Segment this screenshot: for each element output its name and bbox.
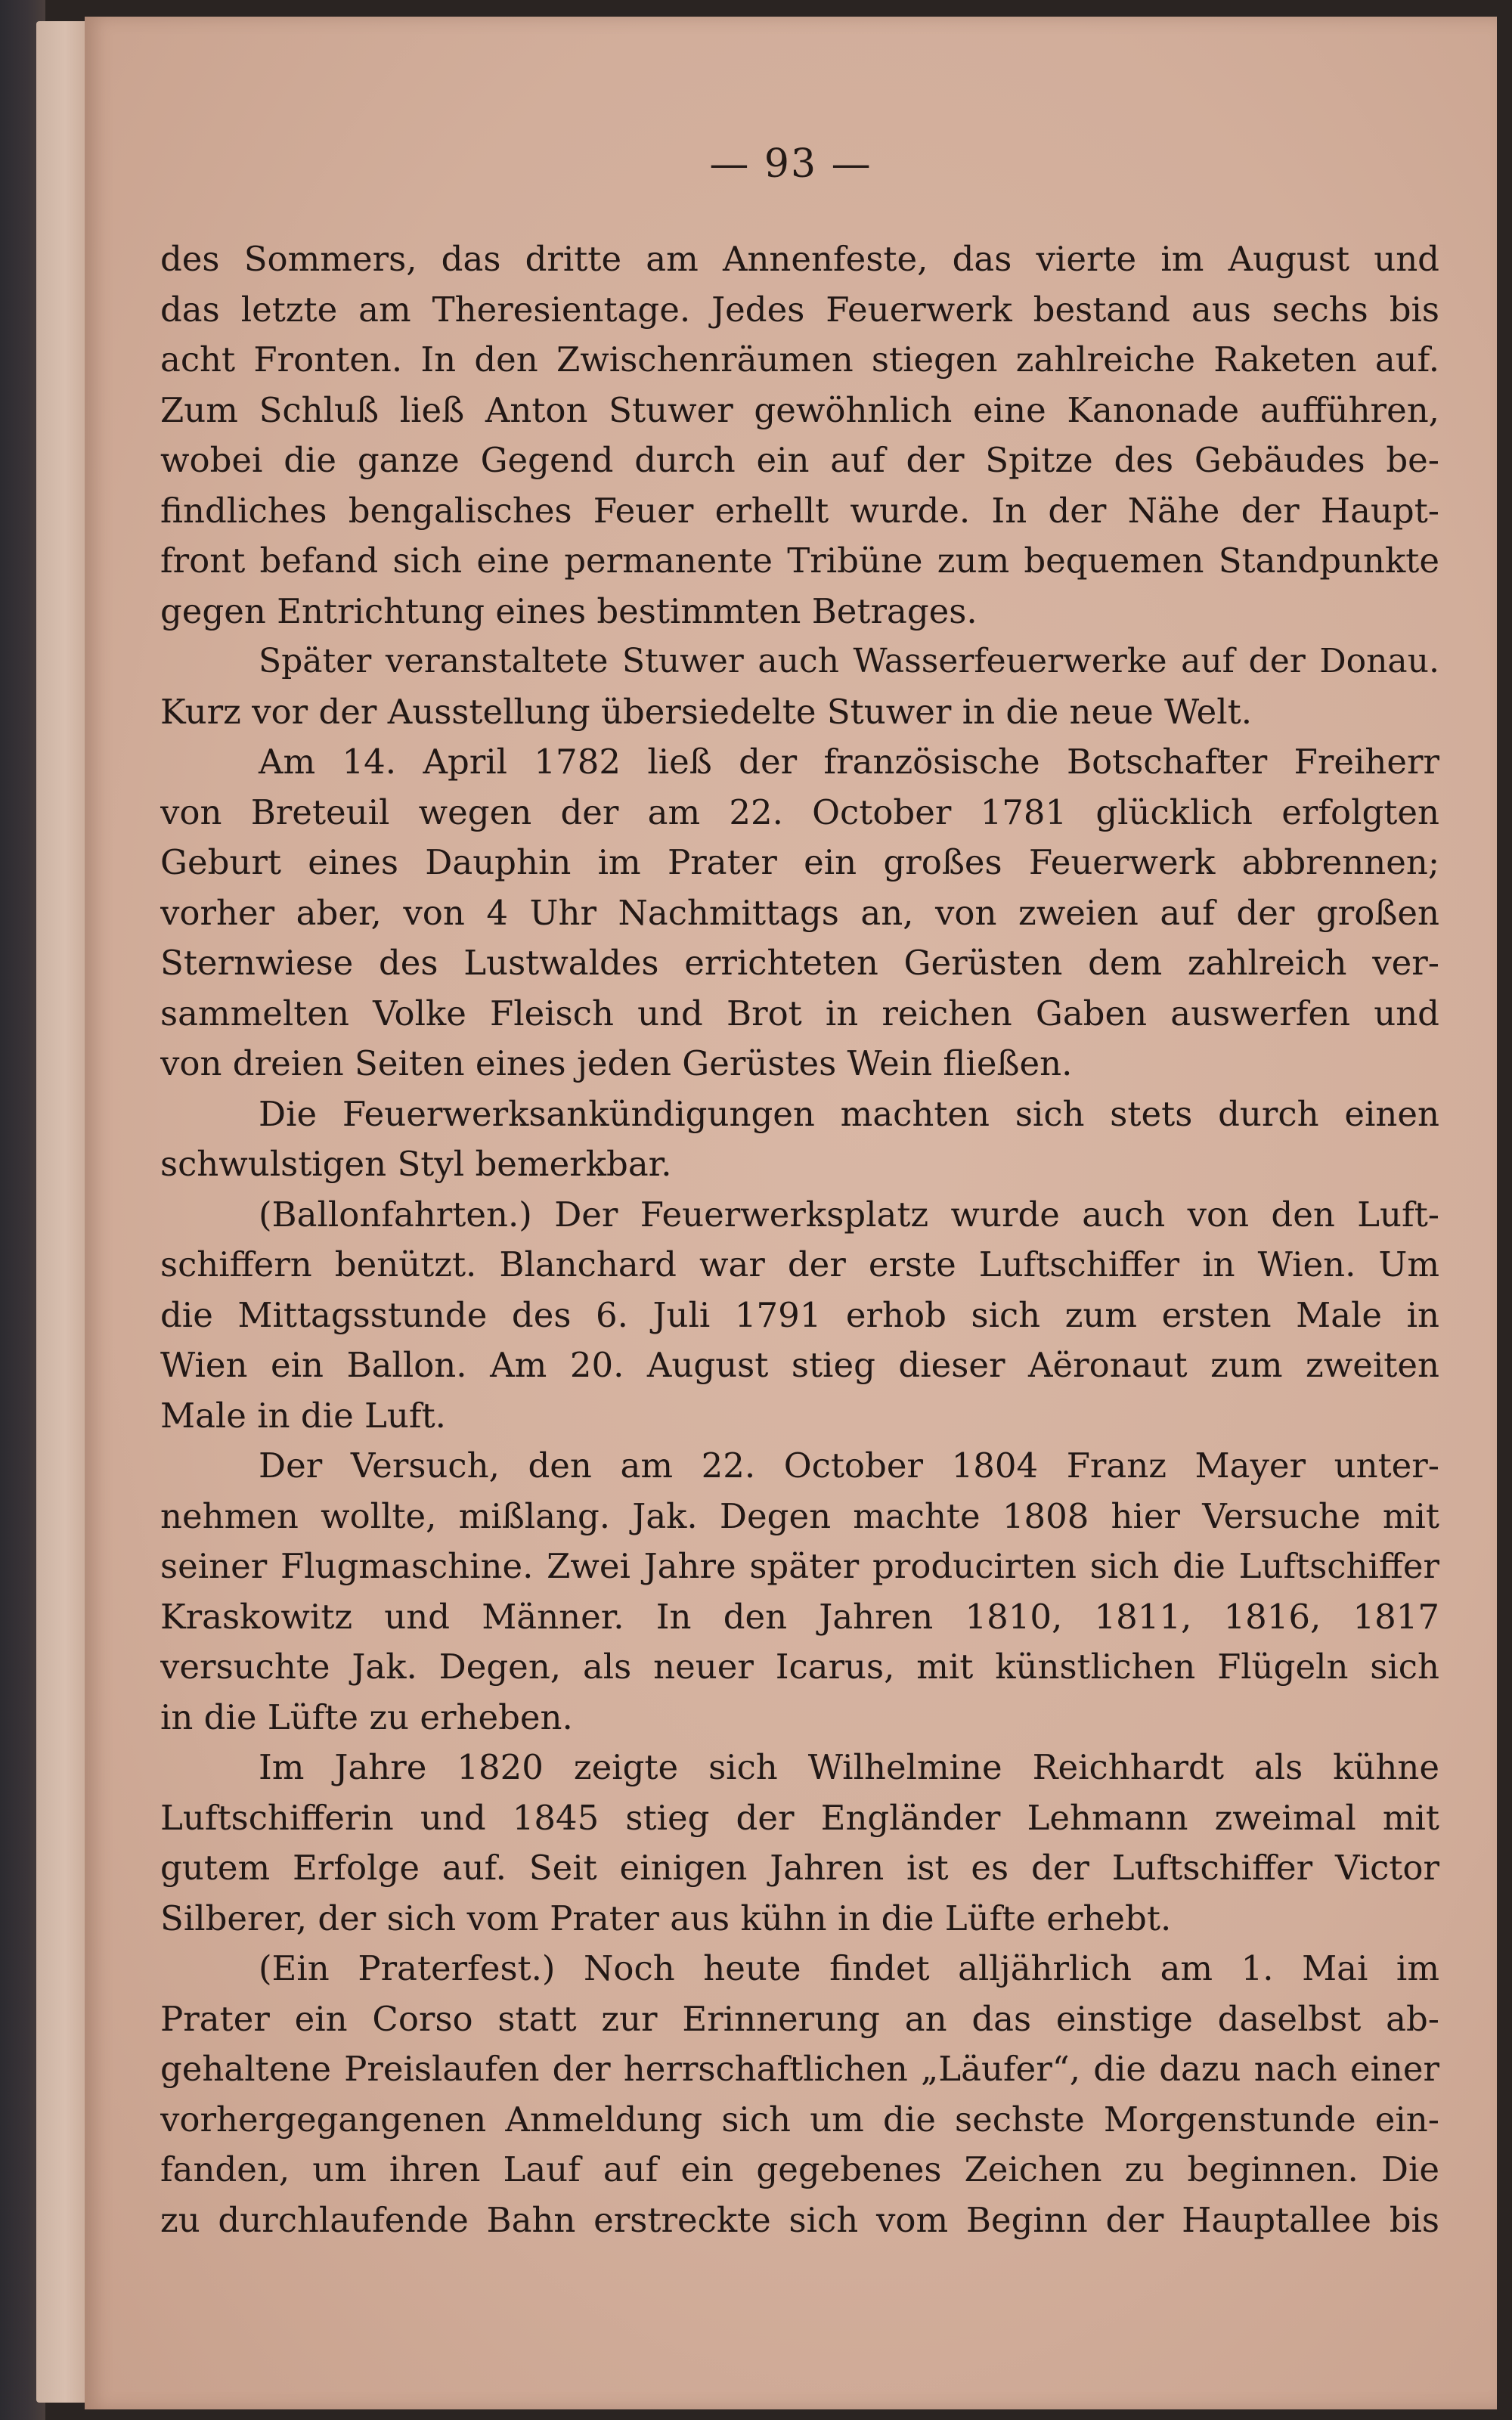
text-line: vorher aber, von 4 Uhr Nachmittags an, von zweien auf der großen — [160, 892, 1439, 933]
text-line: nehmen wollte, mißlang. Jak. Degen machte 1808 hier Versuche mit — [160, 1495, 1439, 1536]
text-line: Kurz vor der Ausstellung übersiedelte Stuwer in die neue Welt. — [160, 691, 1253, 732]
text-line: fanden, um ihren Lauf auf ein gegebenes Zeichen zu beginnen. Die — [160, 2149, 1439, 2189]
text-line: Später veranstaltete Stuwer auch Wasserfeuerwerke auf der Donau. — [259, 642, 1439, 680]
body-text — [160, 234, 1439, 2245]
text-line: Prater ein Corso statt zur Erinnerung an das einstige daselbst ab- — [160, 1998, 1439, 2039]
text-line: schiffern benützt. Blanchard war der erste Luftschiffer in Wien. Um — [160, 1244, 1439, 1284]
text-line: front befand sich eine permanente Tribüne zum bequemen Standpunkte — [160, 541, 1439, 581]
binding-gutter — [36, 21, 89, 2403]
text-line: Die Feuerwerksankündigungen machten sich stets durch einen — [259, 1093, 1439, 1134]
text-line: (Ein Praterfest.) Noch heute findet alljährlich am 1. Mai im — [259, 1948, 1439, 1988]
text-line: seiner Flugmaschine. Zwei Jahre später producirten sich die Luftschiffer — [160, 1546, 1439, 1586]
text-line: Kraskowitz und Männer. In den Jahren 1810, 1811, 1816, 1817 — [160, 1596, 1439, 1637]
text-line: zu durchlaufende Bahn erstreckte sich vom Beginn der Hauptallee bis — [160, 2199, 1439, 2240]
text-line: das letzte am Theresientage. Jedes Feuerwerk bestand aus sechs bis — [160, 289, 1439, 330]
text-line: von dreien Seiten eines jeden Gerüstes Wein fließen. — [160, 1043, 1073, 1083]
text-line: gutem Erfolge auf. Seit einigen Jahren ist es der Luftschiffer Victor — [160, 1848, 1439, 1888]
text-line: Wien ein Ballon. Am 20. August stieg dieser Aëronaut zum zweiten — [160, 1345, 1439, 1385]
text-line: gegen Entrichtung eines bestimmten Betrages. — [160, 590, 978, 631]
text-line: versuchte Jak. Degen, als neuer Icarus, mit künstlichen Flügeln sich — [160, 1647, 1439, 1687]
book-page — [85, 17, 1497, 2409]
text-line: gehaltene Preislaufen der herrschaftlichen „Läufer“, die dazu nach einer — [160, 2049, 1439, 2089]
text-line: vorhergegangenen Anmeldung sich um die sechste Morgenstunde ein- — [160, 2099, 1439, 2140]
page-number: — 93 — — [709, 141, 872, 187]
text-line: Silberer, der sich vom Prater aus kühn in die Lüfte erhebt. — [160, 1898, 1172, 1938]
text-line: Geburt eines Dauphin im Prater ein großes Feuerwerk abbrennen; — [160, 842, 1439, 882]
text-line: von Breteuil wegen der am 22. October 1781 glücklich erfolgten — [160, 792, 1439, 832]
text-line: die Mittagsstunde des 6. Juli 1791 erhob sich zum ersten Male in — [160, 1294, 1439, 1335]
text-line: Sternwiese des Lustwaldes errichteten Gerüsten dem zahlreich ver- — [160, 943, 1439, 983]
text-line: Male in die Luft. — [160, 1395, 446, 1436]
text-line: in die Lüfte zu erheben. — [160, 1696, 573, 1737]
text-line: wobei die ganze Gegend durch ein auf der Spitze des Gebäudes be- — [160, 440, 1439, 480]
text-line: sammelten Volke Fleisch und Brot in reichen Gaben auswerfen und — [160, 993, 1439, 1033]
text-line: acht Fronten. In den Zwischenräumen stiegen zahlreiche Raketen auf. — [160, 339, 1439, 380]
text-line: Am 14. April 1782 ließ der französische Botschafter Freiherr — [259, 742, 1439, 782]
text-line: Der Versuch, den am 22. October 1804 Franz Mayer unter- — [259, 1445, 1439, 1486]
text-line: findliches bengalisches Feuer erhellt wurde. In der Nähe der Haupt- — [160, 490, 1439, 531]
text-line: Luftschifferin und 1845 stieg der Engländer Lehmann zweimal mit — [160, 1797, 1439, 1838]
text-line: (Ballonfahrten.) Der Feuerwerksplatz wurde auch von den Luft- — [259, 1194, 1439, 1235]
text-line: Zum Schluß ließ Anton Stuwer gewöhnlich eine Kanonade aufführen, — [160, 389, 1439, 430]
text-line: Im Jahre 1820 zeigte sich Wilhelmine Reichhardt als kühne — [259, 1747, 1439, 1787]
text-line: schwulstigen Styl bemerkbar. — [160, 1144, 672, 1184]
text-line: des Sommers, das dritte am Annenfeste, das vierte im August und — [160, 239, 1439, 279]
